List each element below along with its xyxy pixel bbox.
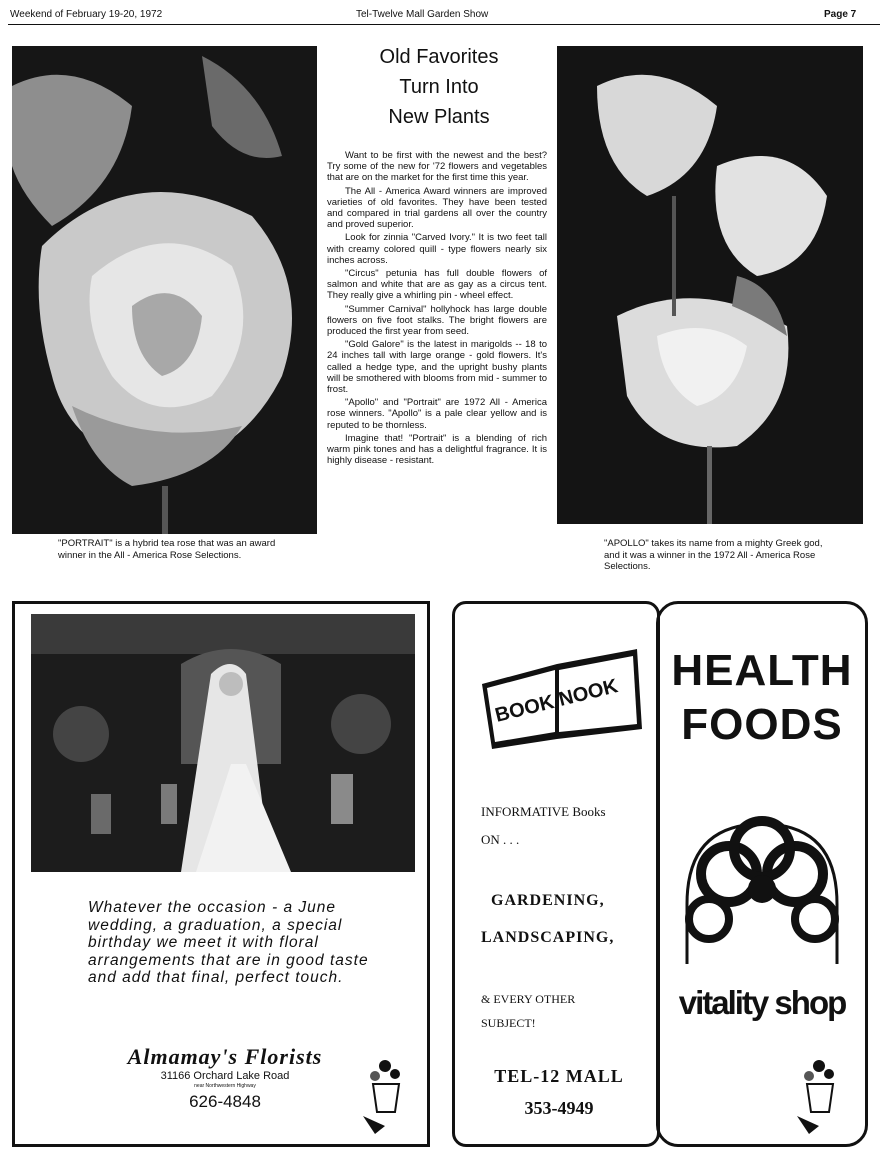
book-topic-landscaping: LANDSCAPING, bbox=[481, 929, 615, 946]
book-line-2: ON . . . bbox=[481, 832, 520, 847]
health-foods-ad bbox=[656, 601, 868, 1147]
book-line-3: & EVERY OTHER bbox=[481, 992, 576, 1006]
article-paragraph: "Apollo" and "Portrait" are 1972 All - America rose winners. "Apollo" is a pale clear yellow and is reputed to be thornless. bbox=[327, 397, 547, 431]
flower-pot-icon bbox=[355, 1056, 415, 1136]
issue-date: Weekend of February 19-20, 1972 bbox=[10, 9, 163, 20]
article-paragraph: Imagine that! "Portrait" is a blending of rich warm pink tones and has a delightful fragrance. It is highly disease - resistant. bbox=[327, 432, 547, 467]
vitality-shop-emblem bbox=[669, 794, 855, 964]
book-nook-logo-text: BOOK NOOK bbox=[492, 675, 621, 727]
article-paragraph: "Circus" petunia has full double flowers of salmon and white that are as gay as a circus tent. They really give a whirling pin - wheel effect. bbox=[327, 268, 547, 302]
book-line-4: SUBJECT! bbox=[481, 1016, 536, 1030]
article-paragraph: "Gold Galore" is the latest in marigolds -- 18 to 24 inches tall with large orange - gold flowers. It's called a hedge type, and the upright bushy plants will be smothered with blooms from mid - summer to frost. bbox=[327, 339, 547, 396]
flower-pot-icon bbox=[789, 1056, 849, 1136]
portrait-caption: "PORTRAIT" is a hybrid tea rose that was an award winner in the All - America Rose Selections. bbox=[58, 538, 276, 561]
book-nook-ad bbox=[452, 601, 660, 1147]
page-number: Page 7 bbox=[824, 9, 857, 20]
book-topic-gardening: GARDENING, bbox=[491, 892, 605, 909]
book-phone: 353-4949 bbox=[524, 1098, 594, 1118]
book-nook-logo bbox=[477, 644, 647, 754]
apollo-rose-photo bbox=[557, 46, 863, 524]
article-paragraph: The All - America Award winners are improved varieties of old favorites. They have been tested and compared in trial gardens all over the country and proved superior. bbox=[327, 185, 547, 231]
book-line-1: INFORMATIVE Books bbox=[481, 804, 606, 819]
article-paragraph: Want to be first with the newest and the best? Try some of the new for '72 flowers and vegetables that are on the market for the first time this year. bbox=[327, 150, 547, 184]
vitality-shop-brand: vitality shop bbox=[678, 984, 846, 1021]
article-paragraph: "Summer Carnival" hollyhock has large double flowers on five foot stalks. The bright flowers are produced the first year from seed. bbox=[327, 303, 547, 338]
title-line-3: New Plants bbox=[388, 106, 490, 128]
article-paragraph: Look for zinnia "Carved Ivory." It is two feet tall with creamy colored quill - type flowers nearly six inches across. bbox=[327, 232, 547, 266]
portrait-rose-photo bbox=[12, 46, 317, 534]
florist-address-note: near Northwestern Highway bbox=[194, 1083, 256, 1089]
article-body bbox=[327, 150, 547, 468]
florist-name: Almamay's Florists bbox=[127, 1044, 323, 1069]
title-line-2: Turn Into bbox=[399, 76, 479, 98]
apollo-caption: "APOLLO" takes its name from a mighty Greek god, and it was a winner in the 1972 All - America Rose Selections. bbox=[604, 538, 823, 572]
florist-address: 31166 Orchard Lake Road bbox=[160, 1070, 290, 1082]
health-line-1: HEALTH bbox=[671, 646, 853, 695]
florist-copy: Whatever the occasion - a June wedding, a graduation, a special birthday we meet it with floral arrangements that are in good taste and add that final, perfect touch. bbox=[88, 899, 369, 986]
article-title bbox=[324, 42, 554, 132]
wedding-photo bbox=[31, 614, 415, 872]
health-line-2: FOODS bbox=[681, 700, 843, 749]
section-title: Tel-Twelve Mall Garden Show bbox=[356, 9, 489, 20]
florist-phone: 626-4848 bbox=[189, 1092, 261, 1111]
header-rule bbox=[8, 24, 880, 25]
title-line-1: Old Favorites bbox=[379, 46, 499, 68]
book-mall: TEL-12 MALL bbox=[494, 1066, 624, 1086]
florist-ad bbox=[12, 601, 430, 1147]
